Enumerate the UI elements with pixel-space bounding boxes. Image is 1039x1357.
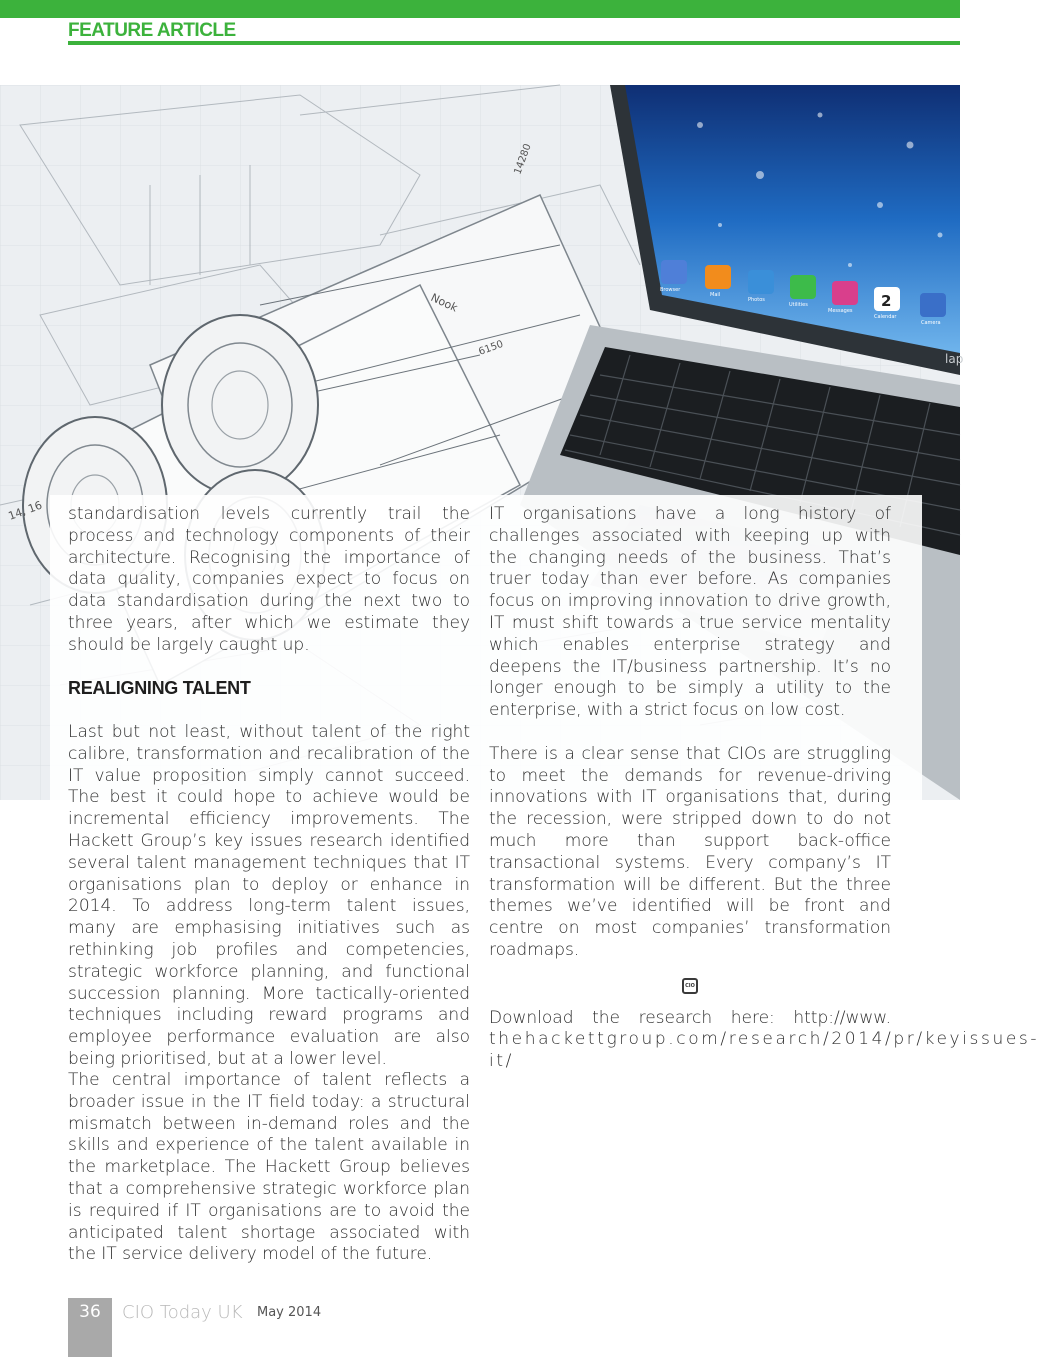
right-paragraph-1: IT organisations have a long history of challenges associated with keeping up with the changing needs of the business. That’s truer today than ever before. As companies focus on improving innovation to drive growth, IT must shift towards a true service mentality which enables enterprise strategy and deepens the IT/business partnership. It’s no longer enough to be simply a utility to the enterprise, with a strict focus on low cost. — [489, 504, 891, 721]
blueprint-label-nook: Nook — [428, 290, 460, 315]
dock-label-calendar: Calendar — [874, 314, 897, 320]
page-number: 36 — [79, 1302, 101, 1322]
section-label: FEATURE ARTICLE — [68, 20, 236, 41]
cio-end-mark: CIO — [682, 978, 698, 994]
dock-label-photos: Photos — [748, 297, 765, 303]
calendar-day: 2 — [881, 292, 892, 310]
section-rule — [68, 41, 960, 45]
section-heading: REALIGNING TALENT — [68, 678, 251, 699]
download-text: Download the research here: http://www. — [489, 1007, 891, 1028]
dock-label-mail: Mail — [710, 292, 721, 298]
publication-name: CIO Today UK — [122, 1302, 243, 1323]
blueprint-label-14280: 14280 — [512, 142, 534, 177]
dock-label-browser: Browser — [660, 287, 681, 293]
left-paragraph-3: The central importance of talent reflects a broader issue in the IT field today: a structural mismatch between in-demand roles and the skills and experience of the talent available in the marketplace. The Hackett Group believes that a comprehensive strategic workforce plan is required if IT organisations are to avoid the anticipated talent shortage associated with the IT service delivery model of the future. — [68, 1070, 470, 1265]
left-column-continued — [68, 1070, 470, 1288]
right-paragraph-2: There is a clear sense that CIOs are struggling to meet the demands for revenue-driving innovations with IT organisations that, during the recession, were stripped down to do not much more than support back-office transactional systems. Every company’s IT transformation will be different. But the three themes we’ve identified will be front and centre on most companies’ transformation roadmaps. — [489, 743, 891, 960]
right-column — [489, 504, 1039, 1095]
blueprint-label-14-16: 14, 16 — [6, 498, 44, 523]
left-paragraph-2: Last but not least, without talent of the right calibre, transformation and recalibration of the IT value proposition simply cannot succeed. The best it could hope to achieve would be incremental efficiency improvements. The Hackett Group’s key issues research identified several talent management techniques that IT organisations plan to deploy or enhance in 2014. To address long-term talent issues, many are emphasising initiatives such as rethinking job profiles and competencies, strategic workforce planning, and functional succession planning. More tactically-oriented techniques including reward programs and employee performance evaluation are also being prioritised, but at a lower level. — [68, 721, 470, 1069]
dock-label-camera: Camera — [921, 320, 941, 326]
laptop-badge: lap — [945, 352, 964, 366]
top-color-band — [0, 0, 960, 18]
dock-label-utilities: Utilities — [789, 302, 808, 308]
blueprint-label-6150: 6150 — [477, 338, 505, 358]
left-column — [68, 504, 470, 1093]
left-paragraph-1: standardisation levels currently trail the process and technology components of their architecture. Recognising the importance of data quality, companies expect to focus on data standardisation during the next two to three years, after which we estimate they should be largely caught up. — [68, 504, 470, 655]
download-link[interactable]: thehackettgroup.com/research/2014/pr/keyissues-it/ — [489, 1029, 1039, 1072]
dock-label-messages: Messages — [828, 308, 853, 314]
download-note — [489, 1007, 1039, 1073]
end-of-article-icon — [489, 978, 891, 994]
issue-date: May 2014 — [257, 1305, 322, 1320]
